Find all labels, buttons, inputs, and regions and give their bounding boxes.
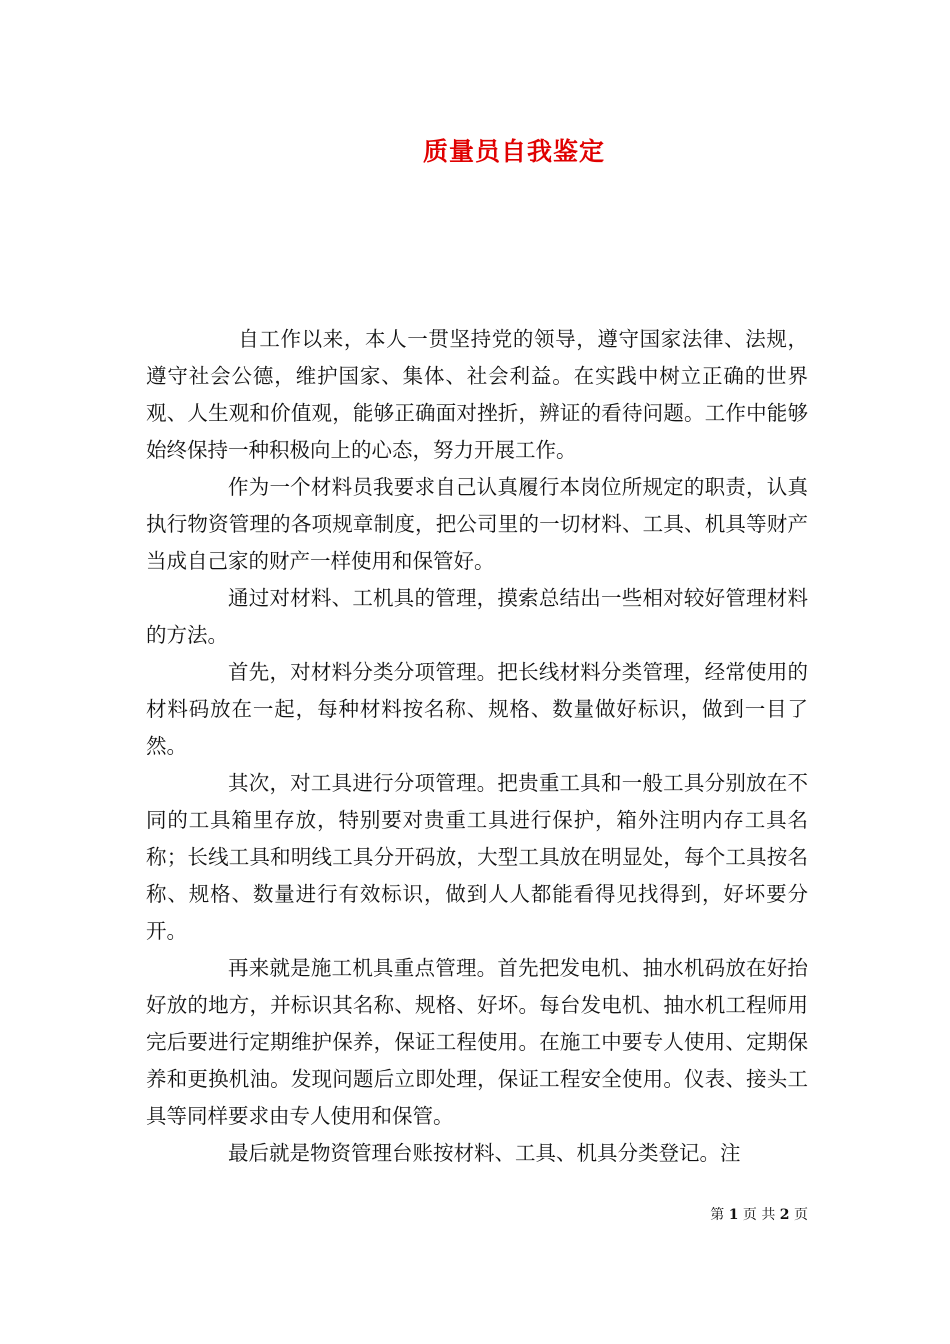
page-number-footer (710, 1204, 808, 1224)
paragraph: 作为一个材料员我要求自己认真履行本岗位所规定的职责，认真执行物资管理的各项规章制度，把公司里的一切材料、工具、机具等财产当成自己家的财产一样使用和保管好。 (146, 475, 808, 573)
paragraph: 再来就是施工机具重点管理。首先把发电机、抽水机码放在好抬好放的地方，并标识其名称、规格、好坏。每台发电机、抽水机工程师用完后要进行定期维护保养，保证工程使用。在施工中要专人使用、定期保养和更换机油。发现问题后立即处理，保证工程安全使用。仪表、接头工具等同样要求由专人使用和保管。 (146, 956, 808, 1128)
current-page-number: 1 (728, 1207, 739, 1223)
total-page-number: 2 (779, 1207, 790, 1223)
paragraph: 其次，对工具进行分项管理。把贵重工具和一般工具分别放在不同的工具箱里存放，特别要对贵重工具进行保护，箱外注明内存工具名称；长线工具和明线工具分开码放，大型工具放在明显处，每个工具按名称、规格、数量进行有效标识，做到人人都能看得见找得到，好坏要分开。 (146, 771, 808, 943)
paragraph: 通过对材料、工机具的管理，摸索总结出一些相对较好管理材料的方法。 (146, 586, 808, 647)
paragraph: 自工作以来，本人一贯坚持党的领导，遵守国家法律、法规，遵守社会公德，维护国家、集体、社会利益。在实践中树立正确的世界观、人生观和价值观，能够正确面对挫折，辨证的看待问题。工作中能够始终保持一种积极向上的心态，努力开展工作。 (146, 327, 808, 462)
footer-middle: 页 共 (742, 1207, 776, 1223)
paragraph: 首先，对材料分类分项管理。把长线材料分类管理，经常使用的材料码放在一起，每种材料按名称、规格、数量做好标识，做到一目了然。 (146, 660, 808, 758)
document-title: 质量员自我鉴定 (422, 137, 605, 166)
document-body (146, 321, 808, 1172)
footer-prefix: 第 (710, 1207, 725, 1223)
paragraph: 最后就是物资管理台账按材料、工具、机具分类登记。注 (228, 1141, 741, 1165)
footer-suffix: 页 (794, 1207, 808, 1223)
